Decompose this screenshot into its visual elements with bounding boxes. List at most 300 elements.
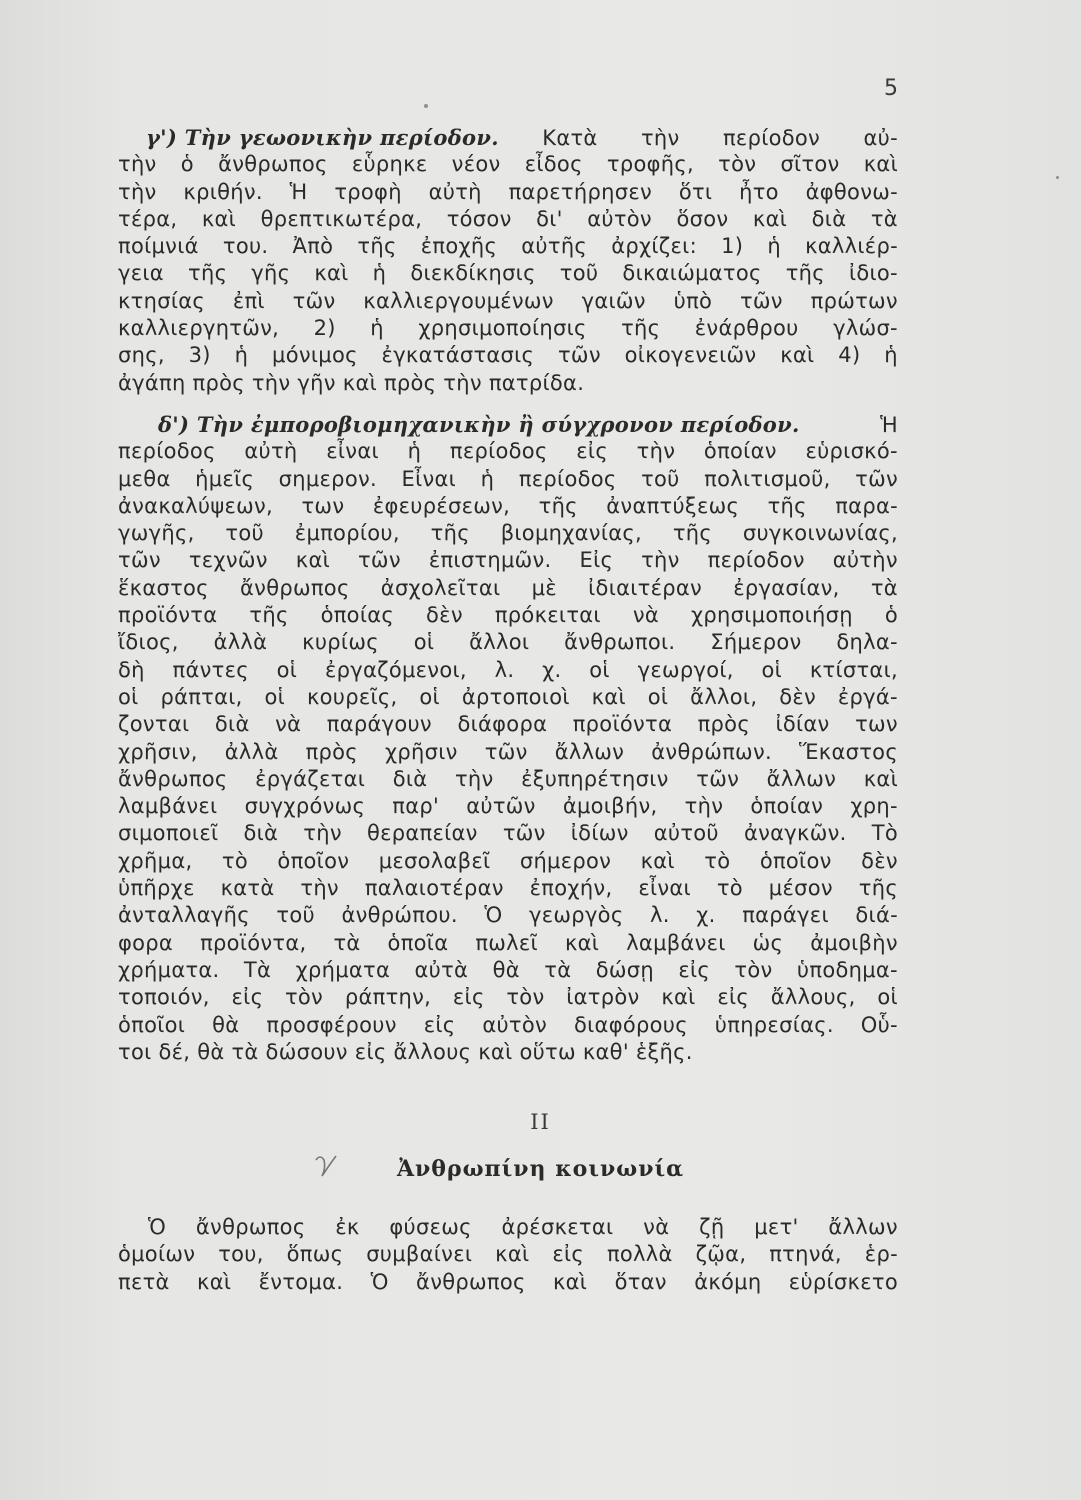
word: ζονται (118, 712, 190, 737)
word: τῆς (767, 493, 807, 518)
word: κριθήν. (183, 179, 263, 204)
word: ἀνακαλύψεων, (118, 493, 274, 518)
word: χρῆσιν (385, 739, 458, 764)
word: διὰ (392, 766, 428, 791)
text-line (118, 793, 898, 820)
section-numeral: II (530, 1110, 551, 1134)
text-line (118, 984, 898, 1011)
word: τέρα, (118, 206, 178, 231)
word: βιομηχανίας, (500, 521, 642, 546)
word: ἄλλων (554, 739, 625, 764)
word: ἀκόμη (694, 1269, 762, 1294)
word: τοποιόν, (118, 985, 210, 1010)
word: ἀναγκῶν. (743, 821, 847, 846)
word: διάφορα (457, 712, 548, 737)
text-line (118, 288, 898, 315)
word: ἄνθρωπος (218, 152, 328, 177)
word: ἀμοιβήν, (562, 794, 658, 819)
word: τὴν (118, 152, 157, 177)
word: καὶ (201, 206, 237, 231)
text-line (118, 1012, 898, 1039)
word: ὅπως (286, 1242, 344, 1267)
word: περίοδος (118, 439, 216, 464)
text-line (118, 657, 898, 684)
word: τῶν (292, 288, 336, 313)
word: ζῇ (699, 1215, 725, 1239)
word: εἰς (678, 957, 711, 982)
word: κουρεῖς, (306, 684, 398, 709)
word: ὡς (752, 930, 784, 955)
word: τὸν (734, 957, 773, 982)
word: λαμβάνει (118, 794, 218, 819)
text-line (118, 179, 898, 206)
text-line (118, 466, 898, 493)
word: διεκδίκησις (410, 261, 536, 286)
word: εἶδος (524, 152, 583, 177)
word: οἱ (419, 684, 440, 709)
word: τόσον (446, 206, 512, 231)
paragraph-commercial-period (118, 411, 898, 1066)
word: τῶν (484, 739, 528, 764)
word: ἄλλους, (770, 985, 856, 1010)
word: πωλεῖ (475, 930, 538, 955)
word: του. (222, 234, 269, 259)
word: τοῦ (225, 521, 264, 546)
text-line (118, 547, 898, 574)
word: κτησίας (118, 288, 206, 313)
word: διὰ (811, 206, 847, 231)
word: δηλα- (836, 630, 898, 655)
text-line (118, 602, 898, 629)
text-line (118, 820, 898, 847)
word: εὗρηκε (351, 152, 428, 177)
word: ράπται, (160, 684, 243, 709)
section-heading-line (118, 411, 898, 438)
word: νέον (451, 152, 501, 177)
word: τὸ (221, 848, 248, 873)
word: Οὗ- (860, 1012, 898, 1037)
word: παράγουν (326, 712, 432, 737)
word: γαιῶν (581, 288, 646, 313)
text-line (118, 233, 898, 260)
word: Τὰ (243, 957, 272, 982)
word: δὴ (118, 657, 145, 682)
word: δὲν (861, 848, 898, 873)
text-line (118, 575, 898, 602)
word: οἱ (877, 985, 898, 1010)
word: 1) (721, 234, 744, 259)
word: καὶ (552, 1269, 588, 1294)
word: ἄνθρωπος (240, 575, 350, 600)
word: γεωργὸς (529, 903, 624, 928)
text-line (118, 875, 898, 902)
word: ἀνταλλαγῆς (118, 903, 250, 928)
word: καλλιεργητῶν, (118, 316, 280, 341)
word: ἄλλων (828, 1215, 898, 1239)
word: τὸ (704, 848, 731, 873)
word: χρήματα (295, 957, 391, 982)
word: Ὁ (148, 1215, 167, 1239)
word: ἀνθρώπων. (651, 739, 772, 764)
word: ὑποδημα- (796, 957, 898, 982)
word: συμβαίνει (366, 1242, 473, 1267)
word: τῆς (672, 521, 712, 546)
word: λ. (494, 657, 515, 682)
word: μὲ (531, 575, 557, 600)
word: καὶ (661, 985, 696, 1010)
text-line (118, 1241, 898, 1268)
word: οἱ (647, 684, 669, 709)
word: τῆς (621, 316, 661, 341)
word: μεσολαβεῖ (378, 848, 491, 873)
text-line (118, 520, 898, 547)
word: πρὸς (697, 712, 750, 737)
page-number: 5 (884, 76, 898, 101)
word: μέσον (768, 876, 833, 901)
word: σήμερον (519, 848, 612, 873)
word: περίοδον (707, 548, 805, 573)
word: παρα- (835, 493, 898, 518)
word: εἰς (552, 1242, 585, 1267)
word: ὁποῖον (277, 848, 350, 873)
word: τοῦ (559, 261, 599, 286)
word: θὰ (492, 957, 520, 982)
word: τῶν (855, 466, 898, 491)
word: προϊόντα (118, 603, 218, 628)
section-title: Ἀνθρωπίνη κοινωνία (396, 1156, 685, 1182)
word: λ. (650, 903, 670, 928)
word: κτίσται, (809, 657, 898, 682)
word: δώσῃ (595, 957, 654, 982)
word: ἡ (370, 316, 384, 341)
word: εἰς (231, 985, 264, 1010)
word: πτηνά, (769, 1242, 842, 1267)
word: σιμοποιεῖ (118, 821, 219, 846)
word: φύσεως (389, 1215, 472, 1239)
word: αὐ- (863, 126, 898, 150)
word: τεχνῶν (188, 548, 268, 573)
word: διά- (855, 903, 898, 928)
word: περίοδος (518, 466, 617, 491)
italic-heading: δ') Τὴν ἐμποροβιομηχανικὴν ἢ σύγχρονον περίοδον. (158, 412, 800, 437)
word: χρῆσιν, (118, 739, 198, 764)
text-line (118, 1214, 898, 1241)
word: τῆς (249, 603, 289, 628)
word: Ἀπὸ (292, 234, 334, 259)
word: ἦτο (739, 179, 779, 204)
word: τὴν (300, 876, 339, 901)
word: γεια (118, 261, 164, 286)
word: ἀφθονω- (805, 179, 898, 204)
word: ὅσον (676, 206, 729, 231)
word: αὐτὰ (414, 957, 469, 982)
text-line (118, 151, 898, 178)
word: ἀναπτύξεως (606, 493, 740, 518)
word: τῆς (430, 521, 470, 546)
word: τροφῆς, (606, 152, 694, 177)
word: διὰ (214, 712, 250, 737)
word: μετ' (754, 1215, 799, 1239)
word: τὸ (716, 876, 743, 901)
word: πρόκειται (494, 603, 601, 628)
word: τῶν (739, 288, 783, 313)
word: ἄνθρωπος (118, 766, 228, 791)
word: Σήμερον (710, 630, 802, 655)
word: καλλιεργουμένων (363, 288, 554, 313)
word: τὴν (636, 439, 676, 464)
word: σῖτον (780, 152, 840, 177)
word: τὴν (641, 548, 680, 573)
word: λαμβάνει (626, 930, 726, 955)
word: δι' (536, 206, 563, 231)
word: παλαιοτέραν (364, 876, 504, 901)
text-line (118, 739, 898, 766)
word: προσφέρουν (266, 1012, 397, 1037)
word: γεωργοί, (637, 657, 734, 682)
word: δὲν (779, 684, 817, 709)
word: προϊόντα (572, 712, 673, 737)
word: εἰς (452, 985, 485, 1010)
word: ὁποῖα (387, 930, 449, 955)
text-line (118, 957, 898, 984)
word: διὰ (243, 821, 279, 846)
word: οἰκογενειῶν (624, 343, 757, 368)
word: ποίμνιά (118, 234, 199, 259)
text-line (118, 902, 898, 929)
word: οἱ (276, 657, 298, 682)
word: οἱ (589, 657, 610, 682)
word: ἀνθρώπου. (341, 903, 458, 928)
word: αὐτὴ (428, 179, 482, 204)
text-line (118, 1039, 898, 1066)
word: των (301, 493, 345, 518)
word: τὰ (870, 206, 898, 231)
text-line (118, 1269, 898, 1296)
word: εἶναι (638, 876, 691, 901)
text-line (118, 438, 898, 465)
word: καὶ (640, 848, 675, 873)
word: σης, (118, 343, 165, 368)
word: ὁμοίων (118, 1242, 196, 1267)
word: αὐτῆς (521, 234, 588, 259)
text-line (118, 848, 898, 875)
word: οἱ (264, 684, 286, 709)
word: Εἰς (579, 548, 614, 573)
word: γωγῆς, (118, 521, 195, 546)
text-line (118, 766, 898, 793)
word: ἔντομα. (258, 1269, 344, 1294)
word: τὸν (506, 985, 545, 1010)
text-line (118, 124, 898, 151)
word: φορα (118, 930, 174, 955)
word: ζῷα, (695, 1242, 747, 1267)
word: ἐφευρέσεων, (372, 493, 511, 518)
word: ἐγκατάστασις (381, 343, 535, 368)
word: εὑρίσκετο (788, 1269, 898, 1294)
word: πετὰ (118, 1269, 170, 1294)
word: ἄνθρωποι. (564, 630, 676, 655)
word: καὶ (591, 684, 626, 709)
word: αὐτὴν (832, 548, 898, 573)
word: συγχρόνως (244, 794, 366, 819)
print-speck (424, 104, 428, 108)
word: τὰ (544, 957, 572, 982)
word: Τὸ (871, 821, 898, 846)
word: τὴν (640, 126, 680, 150)
word: εἰς (576, 439, 608, 464)
word: νὰ (275, 712, 302, 737)
word: ἑρ- (864, 1242, 898, 1267)
word: δὲν (426, 603, 463, 628)
word: ἄλλων (766, 766, 837, 791)
word: γῆς (251, 261, 291, 286)
word: πολιτισμοῦ, (704, 466, 831, 491)
word: καὶ (295, 548, 331, 573)
word: νὰ (643, 1215, 670, 1239)
word: τῆς (785, 261, 825, 286)
word: θρεπτικωτέρα, (260, 206, 423, 231)
word: ἡ (884, 343, 898, 368)
word: πρὸς (305, 739, 358, 764)
word: ὑπῆρχε (118, 876, 195, 901)
word: Εἶναι (401, 466, 457, 491)
word: ἐξυπηρέτησιν (521, 766, 669, 791)
word: ἐκ (335, 1215, 360, 1239)
word: ὁποίαν (703, 439, 777, 464)
word: τῶν (696, 766, 740, 791)
word: εἶναι (326, 439, 379, 464)
paragraph-agricultural-period (118, 124, 898, 397)
word: τῆς (188, 261, 228, 286)
word: Ὁ (484, 903, 503, 928)
text-line (118, 260, 898, 287)
word: τὴν (454, 766, 494, 791)
word: τὸν (718, 152, 757, 177)
word: ἐργά- (837, 684, 898, 709)
word: τὴν (118, 179, 157, 204)
word: ἐποχήν, (529, 876, 613, 901)
word: του, (218, 1242, 264, 1267)
word: ἐμπορίου, (294, 521, 400, 546)
word: ἀγάπη πρὸς τὴν γῆν καὶ πρὸς τὴν πατρίδα. (118, 370, 585, 395)
word: εὑρισκό- (805, 439, 898, 464)
word: χρῆμα, (118, 848, 193, 873)
word: οἱ (118, 684, 139, 709)
word: ἰδιο- (848, 261, 898, 286)
word: ἄλλοι (469, 630, 530, 655)
word: ὁ (180, 152, 194, 177)
word: Κατὰ (542, 126, 598, 150)
word: ράπτην, (344, 985, 432, 1010)
text-line (118, 711, 898, 738)
word: καὶ (752, 206, 788, 231)
word: αὐτῶν (466, 794, 536, 819)
word: ὁποῖον (759, 848, 832, 873)
word: ἐπιστημῶν. (428, 548, 552, 573)
word: μεθα (118, 466, 171, 491)
word: ὁ (884, 603, 898, 628)
word: τοῦ (276, 903, 315, 928)
word: ἐργαζόμενοι, (324, 657, 467, 682)
word: χρήματα. (118, 957, 220, 982)
word: καλλιέρ- (805, 234, 898, 259)
word: ἡ (480, 466, 495, 491)
word: Ἡ (289, 179, 308, 204)
word: τῶν (502, 821, 546, 846)
word: τῆς (357, 234, 397, 259)
word: τὴν (303, 821, 342, 846)
word: τροφὴ (334, 179, 402, 204)
word: δικαιώματος (622, 261, 762, 286)
word: πρώτων (810, 288, 898, 313)
word: προϊόντα, (200, 930, 307, 955)
word: εἰς (423, 1012, 456, 1037)
word: θεραπείαν (366, 821, 478, 846)
word: καὶ (197, 1269, 232, 1294)
word: ἐργάζεται (255, 766, 366, 791)
word: καὶ (863, 152, 898, 177)
word: ἡ (234, 343, 249, 368)
word: καὶ (314, 261, 349, 286)
word: κατὰ (220, 876, 275, 901)
word: αὐτὸν (587, 206, 652, 231)
word: ἐνάρθρου (694, 316, 799, 341)
word: ὅταν (614, 1269, 667, 1294)
word: αὐτὸν (482, 1012, 548, 1037)
word: ἡμεῖς (195, 466, 255, 491)
word: τῶν (557, 343, 601, 368)
word: χρη- (850, 794, 898, 819)
word: τῆς (538, 493, 578, 518)
word: Ἡ (880, 413, 898, 437)
word: ἐργασίαν, (733, 575, 840, 600)
word: ἡ (767, 234, 781, 259)
word: ἐποχῆς (420, 234, 498, 259)
word: ὑπὸ (673, 288, 713, 313)
word: ἀμοιβὴν (810, 930, 898, 955)
print-speck (1056, 176, 1059, 179)
word: περίοδον (722, 126, 821, 150)
word: χ. (696, 903, 716, 928)
word: οἱ (761, 657, 783, 682)
paragraph-human-society (118, 1214, 898, 1296)
word: ἡ (407, 439, 422, 464)
word: τῶν (118, 548, 161, 573)
word: των (855, 712, 898, 737)
word: τὰ (333, 930, 361, 955)
text-line (118, 315, 898, 342)
text-line (118, 206, 898, 233)
word: τὸν (284, 985, 324, 1010)
word: ἀσχολεῖται (380, 575, 501, 600)
word: καὶ (564, 930, 600, 955)
word: θὰ (212, 1012, 240, 1037)
word: ἐπὶ (232, 288, 265, 313)
word: ἕκαστος (118, 575, 209, 600)
word: ἀρέσκεται (501, 1215, 614, 1239)
word: γλώσ- (833, 316, 898, 341)
word: χ. (542, 657, 562, 682)
word: ὁποίαν (750, 794, 824, 819)
word: χρησιμοποιήσῃ (691, 603, 853, 628)
word: περίοδος (449, 439, 548, 464)
word: καὶ (780, 343, 815, 368)
word: ἄλλοι, (690, 684, 758, 709)
word: μόνιμος (272, 343, 358, 368)
word: τοι δέ, θὰ τὰ δώσουν εἰς ἄλλους καὶ οὕτω καθ' ἑξῆς. (118, 1039, 693, 1064)
word: πολλὰ (606, 1242, 673, 1267)
word: Ὁ (370, 1269, 389, 1294)
